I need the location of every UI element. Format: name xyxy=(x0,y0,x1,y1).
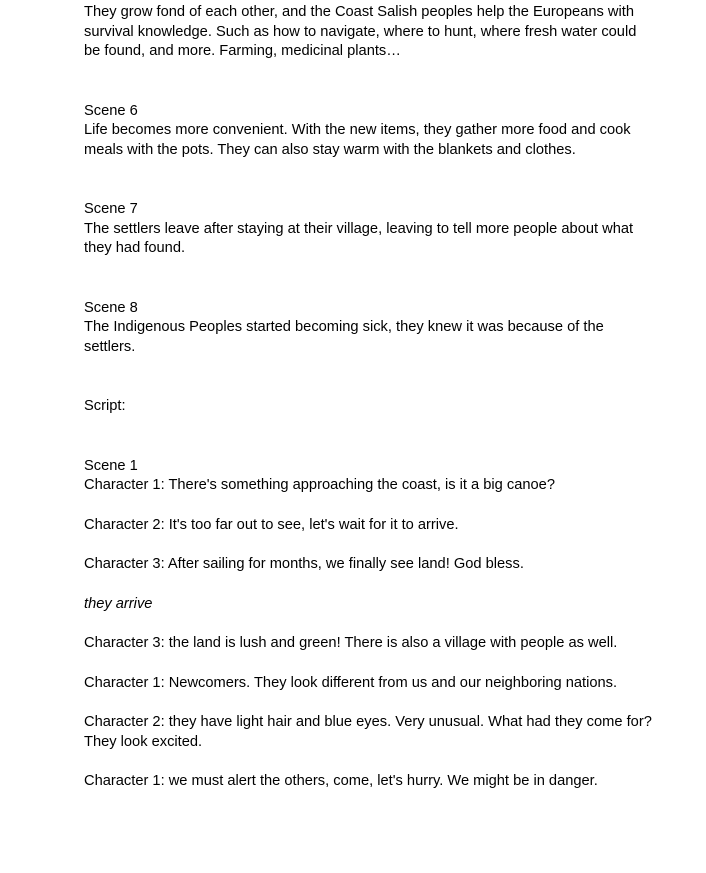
stage-direction: they arrive xyxy=(84,595,153,612)
scene-1-heading: Scene 1 xyxy=(84,457,138,474)
scene-8-description: The Indigenous Peoples started becoming sick, they knew it was because of the settlers. xyxy=(84,319,604,355)
script-label: Script: xyxy=(84,398,126,414)
dialogue-character-3-line-2: Character 3: the land is lush and green! There is also a village with people as well. xyxy=(84,635,618,651)
scene-8-heading: Scene 8 xyxy=(84,299,138,316)
dialogue-character-1-line-3: Character 1: we must alert the others, come, let's hurry. We might be in danger. xyxy=(84,773,598,789)
scene-6-heading: Scene 6 xyxy=(84,102,138,119)
dialogue-character-2-line-2: Character 2: they have light hair and blue eyes. Very unusual. What had they come for? They look excited. xyxy=(84,714,652,750)
dialogue-character-3-line-1: Character 3: After sailing for months, we finally see land! God bless. xyxy=(84,556,524,572)
scene-6-description: Life becomes more convenient. With the new items, they gather more food and cook meals with the pots. They can also stay warm with the blankets and clothes. xyxy=(84,122,631,158)
dialogue-character-2-line-1: Character 2: It's too far out to see, let's wait for it to arrive. xyxy=(84,516,459,533)
scene-7-heading: Scene 7 xyxy=(84,201,138,217)
dialogue-character-1-line-2: Character 1: Newcomers. They look different from us and our neighboring nations. xyxy=(84,674,618,691)
summary-paragraph: They grow fond of each other, and the Coast Salish peoples help the Europeans with survival knowledge. Such as how to navigate, where to hunt, where fresh water could be found, and more. Farming, medicinal plants… xyxy=(84,4,637,59)
dialogue-character-1-line-1: Character 1: There's something approaching the coast, is it a big canoe? xyxy=(84,477,555,493)
scene-7-description: The settlers leave after staying at their village, leaving to tell more people about what they had found. xyxy=(84,220,634,256)
